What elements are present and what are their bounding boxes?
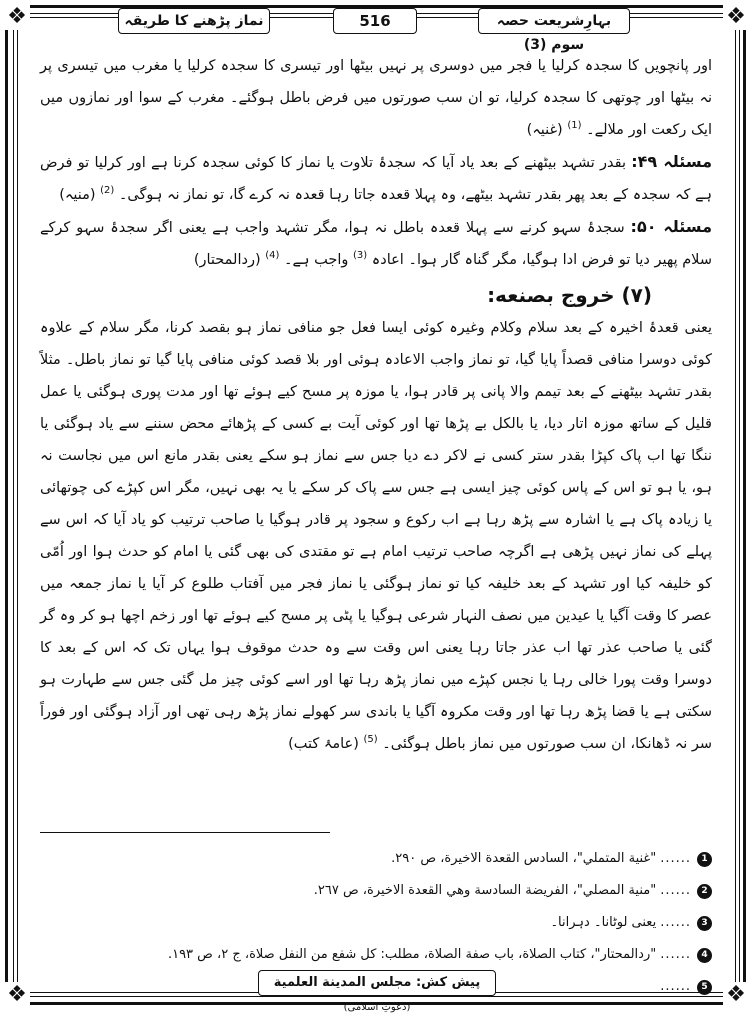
- corner-ornament-icon: ❖: [4, 4, 30, 30]
- footnote-dots: ......: [660, 979, 691, 994]
- paragraph-2-text: یعنی قعدۂ اخیرہ کے بعد سلام وکلام وغیرہ کوئی ایسا فعل جو منافی نماز ہو بقصد کرنا، مگر سلام کے علاوہ کوئی دوسرا منافی قصداً پایا گیا، تو نماز واجب الاعادہ ہوئی اور بلا قصد کوئی منافی پایا گیا تو نماز باطل۔ مثلاً بقدر تشہد بیٹھنے کے بعد تیمم والا پانی پر قادر ہوا، یا موزہ پر مسح کیے ہوئے تھا اور مدت پوری ہوگئی یا عمل قلیل کے ساتھ موزہ اتار دیا، یا بالکل بے پڑھا تھا اور کوئی آیت بے کسی کے پڑھائے محض سننے سے یاد ہوگئی یا ننگا تھا اب پاک کپڑا بقدر ستر کسی نے لاکر دے دیا جس سے نماز ہو سکے یعنی بقدر مانع اس میں نجاست نہ ہو، یا ہو تو اس کے پاس کوئی چیز ایسی ہے جس سے پاک کر سکے یا یہ بھی نہیں، مگر اس کپڑے کی چوتھائی یا زیادہ پاک ہے یا اشارہ سے پڑھ رہا ہے اب رکوع و سجود پر قادر ہوگیا یا صاحب ترتیب کو یاد آیا کہ اس سے پہلے کی نماز نہیں پڑھی ہے اگرچہ صاحب ترتیب امام ہے تو مقتدی کی بھی گئی یا امام کو حدث ہوا اور اُمّی کو خلیفہ کیا اور تشہد کے بعد خلیفہ کیا تو نماز ہوگئی یا نماز فجر میں آفتاب طلوع کر آیا یا نماز جمعہ میں عصر کا وقت آگیا یا عیدین میں نصف النہار شرعی ہوگیا یا پٹی پر مسح کیے ہوئے تھا اور زخم اچھا ہو کر وہ گر گئی یا صاحب عذر تھا اب عذر جاتا رہا یعنی اس وقت سے وہ حدث موقوف ہوا یہاں تک کہ اس کے بعد کا دوسرا وقت پورا خالی رہا یا نجس کپڑے میں نماز پڑھ رہا تھا اور اسے کوئی چیز مل گئی جس سے طہارت ہو سکتی ہے یا قضا پڑھ رہا تھا اور وقت مکروہ آگیا یا باندی سر کھولے نماز پڑھ رہی تھی اور آزاد ہوگئی اور فوراً سر نہ ڈھانکا، ان سب صورتوں میں نماز باطل ہوگئی۔: [40, 320, 712, 752]
- masla-50: [40, 211, 712, 276]
- footnote-ref: (4): [265, 250, 280, 262]
- masla-50-text-2: واجب ہے۔: [284, 252, 349, 268]
- footnote-text: "غنية المتملي"، السادس القعدة الاخيرة، ص ٢٩٠.: [391, 851, 657, 866]
- header-page-number: 516: [333, 8, 417, 34]
- masla-label: مسئلہ ۴۹:: [631, 152, 713, 171]
- corner-ornament-icon: ❖: [4, 982, 30, 1008]
- publisher-footer: [258, 970, 496, 1013]
- paragraph-1-text: اور پانچویں کا سجدہ کرلیا یا فجر میں دوسری پر نہیں بیٹھا اور تیسری کا سجدہ کرلیا یا مغرب میں تیسری پر نہ بیٹھا اور چوتھی کا سجدہ کرلیا، تو ان سب صورتوں میں فرض باطل ہوگئے۔ مغرب کے سوا اور نمازوں میں ایک رکعت اور ملالے۔: [40, 58, 712, 138]
- footnote-number: 2: [697, 884, 712, 899]
- footnote-text: "ردالمحتار"، كتاب الصلاة، باب صفة الصلاة، مطلب: كل شفع من النفل صلاة، ج ٢، ص ١٩٣.: [167, 947, 657, 962]
- masla-49-text: بقدر تشہد بیٹھنے کے بعد یاد آیا کہ سجدۂ تلاوت یا نماز کا کوئی سجدہ کرنا ہے اور کرلیا تو فرض ہے کہ سجدہ کے بعد پھر بقدر تشہد بیٹھے، وہ پہلا قعدہ جاتا رہا قعدہ نہ کرے گا، تو نماز نہ ہوگی۔: [40, 155, 712, 203]
- source-citation: (غنیہ): [526, 122, 563, 138]
- header-chapter-title: نماز پڑھنے کا طریقہ: [118, 8, 270, 34]
- footnote-number: 3: [697, 916, 712, 931]
- header-book-title: بہارِشریعت حصہ سوم (3): [478, 8, 630, 34]
- footnote-ref: (1): [567, 120, 582, 132]
- footer-org: مجلس المدینة العلمیة: [273, 975, 412, 990]
- footer-prefix: پیش کش:: [415, 975, 481, 990]
- masla-49: [40, 146, 712, 211]
- footnote-number: 5: [697, 980, 712, 995]
- masla-50-text: سجدۂ سہو کرنے سے پہلا قعدہ باطل نہ ہوا، مگر تشہد واجب ہے یعنی اگر سجدۂ سہو کرکے سلام پھیر دیا تو فرض ادا ہوگیا، مگر گناہ گار ہوا۔ اعادہ: [40, 220, 712, 268]
- footnote-number: 1: [697, 852, 712, 867]
- paragraph-1: [40, 50, 712, 146]
- footnote-divider: [40, 832, 330, 833]
- source-citation: (عامۂ کتب): [288, 736, 359, 752]
- footnote-text: یعنی لوٹانا۔ دہرانا۔: [550, 915, 657, 930]
- footnote-ref: (5): [363, 734, 378, 746]
- footnote-item: [40, 939, 712, 971]
- masla-label: مسئلہ ۵۰:: [630, 217, 712, 236]
- footnote-item: [40, 907, 712, 939]
- corner-ornament-icon: ❖: [723, 4, 749, 30]
- footnote-dots: ......: [660, 915, 691, 930]
- footnote-dots: ......: [660, 851, 691, 866]
- footnote-item: [40, 843, 712, 875]
- main-text: [40, 50, 712, 760]
- paragraph-2: [40, 312, 712, 760]
- source-citation: (منیہ): [59, 187, 96, 203]
- footnote-ref: (2): [100, 185, 115, 197]
- footer-sub: (دعوتِ اسلامی): [343, 1002, 411, 1013]
- section-heading: (۷) خروج بصنعه:: [487, 283, 652, 307]
- footnote-dots: ......: [660, 883, 691, 898]
- corner-ornament-icon: ❖: [723, 982, 749, 1008]
- footnote-text: "منية المصلي"، الفريضة السادسة وهي القعدة الاخيرة، ص ٢٦٧.: [313, 883, 657, 898]
- footnote-ref: (3): [352, 250, 368, 262]
- footnote-dots: ......: [660, 947, 691, 962]
- footnote-item: [40, 875, 712, 907]
- footnote-number: 4: [697, 948, 712, 963]
- source-citation: (ردالمحتار): [193, 252, 261, 268]
